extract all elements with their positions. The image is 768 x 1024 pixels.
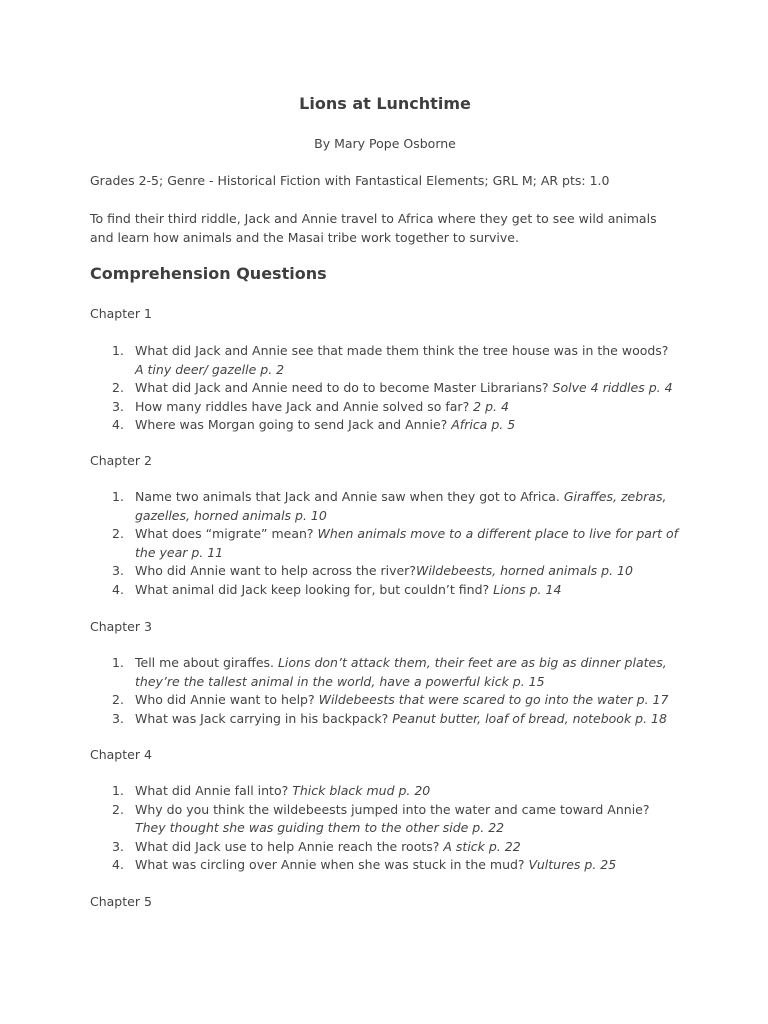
question-item: 4. Where was Morgan going to send Jack and Annie? Africa p. 5: [112, 417, 516, 432]
question-item: 1. Name two animals that Jack and Annie saw when they got to Africa. Giraffes, zebras, gazelles, horned animals p. 10: [112, 489, 667, 523]
answer-text: Wildebeests, horned animals p. 10: [415, 563, 633, 578]
question-item: 2. Who did Annie want to help? Wildebeests that were scared to go into the water p. 17: [112, 692, 669, 707]
question-text: What does “migrate” mean?: [135, 526, 318, 541]
question-item: 1. What did Annie fall into? Thick black mud p. 20: [112, 783, 431, 798]
question-text: What was Jack carrying in his backpack?: [135, 710, 393, 726]
answer-text: Vultures p. 25: [528, 857, 617, 872]
answer-text: A tiny deer/ gazelle p. 2: [135, 361, 285, 377]
chapter-3-questions: [90, 654, 680, 728]
question-text: What did Jack and Annie see that made them think the tree house was in the woods?: [135, 343, 669, 358]
book-metadata: Grades 2-5; Genre - Historical Fiction with Fantastical Elements; GRL M; AR pts: 1.0: [90, 173, 610, 188]
answer-text: Wildebeests that were scared to go into the water p. 17: [318, 692, 669, 707]
answer-text: Giraffes, zebras, gazelles, horned animals p. 10: [135, 489, 667, 523]
answer-text: Peanut butter, loaf of bread, notebook p. 18: [392, 710, 667, 726]
section-title: Comprehension Questions: [90, 264, 327, 283]
chapter-4-questions: [90, 782, 680, 875]
answer-text: They thought she was guiding them to the other side p. 22: [135, 820, 505, 835]
question-item: 3. Who did Annie want to help across the river?Wildebeests, horned animals p. 10: [112, 563, 633, 578]
question-text: What did Jack use to help Annie reach the roots?: [135, 838, 444, 854]
question-text: What animal did Jack keep looking for, but couldn’t find?: [135, 581, 494, 597]
answer-text: Africa p. 5: [451, 417, 516, 432]
answer-text: Lions p. 14: [493, 581, 562, 597]
question-text: How many riddles have Jack and Annie solved so far?: [135, 398, 474, 414]
author-line: By Mary Pope Osborne: [314, 136, 456, 151]
chapter-4-label: Chapter 4: [90, 747, 152, 762]
question-item: 4. What was circling over Annie when she was stuck in the mud? Vultures p. 25: [112, 857, 617, 872]
question-item: 4. What animal did Jack keep looking for, but couldn’t find? Lions p. 14: [112, 581, 562, 597]
chapter-5-label: Chapter 5: [90, 894, 152, 909]
question-item: 1. Tell me about giraffes. Lions don’t attack them, their feet are as big as dinner plates, they’re the tallest animal in the world, have a powerful kick p. 15: [112, 655, 667, 689]
question-item: 1. What did Jack and Annie see that made them think the tree house was in the woods? A tiny deer/ gazelle p. 2: [112, 343, 669, 377]
book-summary: To find their third riddle, Jack and Annie travel to Africa where they get to see wild animals and learn how animals and the Masai tribe work together to survive.: [90, 211, 657, 245]
answer-text: A stick p. 22: [443, 838, 521, 854]
question-item: 2. What does “migrate” mean? When animals move to a different place to live for part of the year p. 11: [112, 526, 679, 560]
chapter-3-label: Chapter 3: [90, 619, 152, 634]
question-text: Tell me about giraffes.: [135, 655, 278, 670]
answer-text: Lions don’t attack them, their feet are as big as dinner plates, they’re the tallest animal in the world, have a powerful kick p. 15: [135, 655, 667, 689]
answer-text: When animals move to a different place to live for part of the year p. 11: [135, 526, 679, 560]
answer-text: Thick black mud p. 20: [292, 783, 431, 798]
answer-text: Solve 4 riddles p. 4: [552, 380, 673, 395]
question-item: 3. How many riddles have Jack and Annie solved so far? 2 p. 4: [112, 398, 509, 414]
question-text: What did Jack and Annie need to do to become Master Librarians?: [135, 380, 553, 395]
chapter-2-label: Chapter 2: [90, 453, 152, 468]
document-title: Lions at Lunchtime: [299, 94, 471, 113]
question-item: 3. What did Jack use to help Annie reach the roots? A stick p. 22: [112, 838, 521, 854]
question-item: 3. What was Jack carrying in his backpack? Peanut butter, loaf of bread, notebook p. 18: [112, 710, 667, 726]
question-text: Where was Morgan going to send Jack and Annie?: [135, 417, 452, 432]
question-text: What did Annie fall into?: [135, 783, 293, 798]
question-text: What was circling over Annie when she was stuck in the mud?: [135, 857, 529, 872]
chapter-1-questions: [90, 342, 680, 435]
question-item: 2. Why do you think the wildebeests jumped into the water and came toward Annie? They thought she was guiding them to the other side p. 22: [112, 801, 650, 835]
question-text: Name two animals that Jack and Annie saw when they got to Africa.: [135, 489, 564, 504]
question-text: Who did Annie want to help?: [135, 692, 319, 707]
chapter-1-label: Chapter 1: [90, 306, 152, 321]
chapter-2-questions: [90, 488, 680, 599]
question-text: Why do you think the wildebeests jumped into the water and came toward Annie?: [135, 801, 650, 817]
question-item: 2. What did Jack and Annie need to do to become Master Librarians? Solve 4 riddles p. 4: [112, 380, 673, 395]
answer-text: 2 p. 4: [473, 398, 509, 414]
question-text: Who did Annie want to help across the river?: [135, 563, 416, 578]
